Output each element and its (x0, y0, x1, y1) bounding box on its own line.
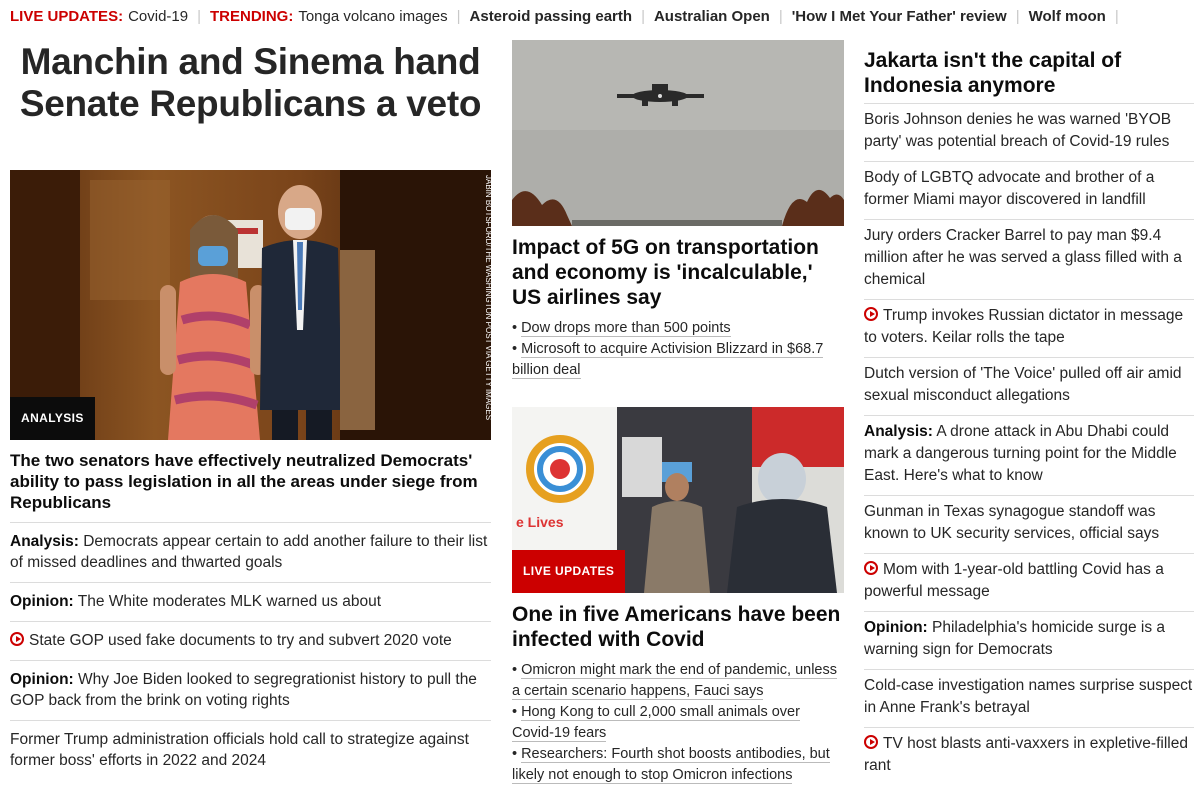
column-left (10, 40, 491, 780)
airlines-5g-headline[interactable]: Impact of 5G on transportation and economy is 'incalculable,' US airlines say (512, 236, 819, 309)
covid-testing-photo[interactable] (512, 407, 844, 593)
bullet-item[interactable] (512, 744, 844, 786)
nav-separator: | (1015, 7, 1020, 25)
nav-separator: | (456, 7, 461, 25)
van-text: e Lives (516, 514, 564, 530)
bullet-text: Researchers: Fourth shot boosts antibodies, but likely not enough to stop Omicron infections (512, 746, 830, 783)
item-text: State GOP used fake documents to try and subvert 2020 vote (29, 632, 452, 649)
item-text: Former Trump administration officials hold call to strategize against former boss' efforts in 2022 and 2024 (10, 731, 469, 769)
trending-label: TRENDING: (210, 7, 294, 25)
jakarta-headline[interactable]: Jakarta isn't the capital of Indonesia anymore (864, 40, 1194, 104)
list-item[interactable] (10, 621, 491, 660)
item-text: Cold-case investigation names surprise suspect in Anne Frank's betrayal (864, 677, 1193, 716)
bullet-dot: • (512, 320, 518, 336)
column-middle (512, 40, 844, 786)
video-play-icon (864, 561, 878, 575)
item-text: Democrats appear certain to add another failure to their list of missed deadlines and thwarted goals (10, 533, 488, 571)
photo-credit: JABIN BOTSFORD/THE WASHINGTON POST VIA GETTY IMAGES (484, 175, 493, 421)
video-play-icon (864, 307, 878, 321)
item-text: Why Joe Biden looked to segregrationist history to pull the GOP back from the brink on voting rights (10, 671, 477, 709)
airplane-image (512, 40, 844, 226)
trending-link-australian-open[interactable]: Australian Open (653, 7, 770, 25)
item-text: Trump invokes Russian dictator in message to voters. Keilar rolls the tape (864, 307, 1184, 346)
trending-link-tonga[interactable]: Tonga volcano images (298, 7, 448, 25)
right-headline-list (864, 104, 1194, 785)
list-item[interactable] (864, 612, 1194, 670)
item-prefix: Analysis: (10, 533, 79, 550)
live-updates-badge: LIVE UPDATES (512, 550, 625, 593)
list-item[interactable] (864, 416, 1194, 496)
list-item[interactable] (864, 300, 1194, 358)
bullet-text: Omicron might mark the end of pandemic, unless a certain scenario happens, Fauci says (512, 662, 837, 699)
item-text: Gunman in Texas synagogue standoff was known to UK security services, official says (864, 503, 1160, 542)
airlines-related-bullets (512, 318, 844, 381)
list-item[interactable] (10, 720, 491, 780)
item-text: The White moderates MLK warned us about (77, 593, 381, 610)
item-text: Philadelphia's homicide surge is a warning sign for Democrats (864, 619, 1166, 658)
nav-separator: | (1114, 7, 1119, 25)
item-prefix: Opinion: (864, 619, 928, 636)
item-text: Mom with 1-year-old battling Covid has a powerful message (864, 561, 1164, 600)
item-prefix: Opinion: (10, 671, 74, 688)
item-text: TV host blasts anti-vaxxers in expletive-filled rant (864, 735, 1188, 774)
bullet-item[interactable] (512, 339, 844, 381)
live-updates-link[interactable]: Covid-19 (128, 7, 189, 25)
item-text: A drone attack in Abu Dhabi could mark a dangerous turning point for the Middle East. Here's what to know (864, 423, 1177, 484)
list-item[interactable] (864, 220, 1194, 300)
bullet-dot: • (512, 704, 518, 720)
lead-story-subheadline[interactable]: The two senators have effectively neutralized Democrats' ability to pass legislation in all the areas under siege from Republicans (10, 451, 478, 512)
bullet-text: Microsoft to acquire Activision Blizzard in $68.7 billion deal (512, 341, 824, 378)
list-item[interactable] (864, 162, 1194, 220)
item-text: Boris Johnson denies he was warned 'BYOB party' was potential breach of Covid-19 rules (864, 111, 1172, 150)
item-prefix: Analysis: (864, 423, 933, 440)
analysis-badge: ANALYSIS (10, 397, 95, 440)
list-item[interactable] (864, 554, 1194, 612)
bullet-text: Dow drops more than 500 points (521, 320, 731, 336)
bullet-item[interactable] (512, 660, 844, 702)
bullet-text: Hong Kong to cull 2,000 small animals over Covid-19 fears (512, 704, 800, 741)
item-prefix: Opinion: (10, 593, 74, 610)
left-related-list (10, 522, 491, 780)
covid-infections-headline[interactable]: One in five Americans have been infected with Covid (512, 603, 841, 651)
bullet-dot: • (512, 341, 518, 357)
trending-link-asteroid[interactable]: Asteroid passing earth (469, 7, 633, 25)
nav-separator: | (197, 7, 202, 25)
list-item[interactable] (864, 358, 1194, 416)
trending-link-wolf-moon[interactable]: Wolf moon (1028, 7, 1106, 25)
list-item[interactable] (864, 728, 1194, 785)
bullet-dot: • (512, 746, 518, 762)
senators-photo[interactable] (10, 170, 491, 440)
main-headline[interactable]: Manchin and Sinema hand Senate Republicans a veto (19, 41, 482, 124)
bullet-dot: • (512, 662, 518, 678)
item-text: Jury orders Cracker Barrel to pay man $9.4 million after he was served a glass filled with a chemical (864, 227, 1182, 288)
trending-link-himyf-review[interactable]: 'How I Met Your Father' review (791, 7, 1007, 25)
nav-separator: | (778, 7, 783, 25)
list-item[interactable] (864, 496, 1194, 554)
airplane-photo[interactable] (512, 40, 844, 226)
bullet-item[interactable] (512, 318, 844, 339)
video-play-icon (864, 735, 878, 749)
nav-separator: | (641, 7, 645, 25)
live-updates-label: LIVE UPDATES: (10, 7, 124, 25)
column-right (864, 40, 1194, 785)
item-text: Body of LGBTQ advocate and brother of a former Miami mayor discovered in landfill (864, 169, 1155, 208)
list-item[interactable] (10, 660, 491, 720)
covid-related-bullets (512, 660, 844, 786)
bullet-item[interactable] (512, 702, 844, 744)
item-text: Dutch version of 'The Voice' pulled off air amid sexual misconduct allegations (864, 365, 1182, 404)
list-item[interactable] (864, 670, 1194, 728)
list-item[interactable] (864, 104, 1194, 162)
list-item[interactable] (10, 582, 491, 621)
top-nav-bar (0, 0, 1200, 32)
video-play-icon (10, 632, 24, 646)
list-item[interactable] (10, 522, 491, 582)
